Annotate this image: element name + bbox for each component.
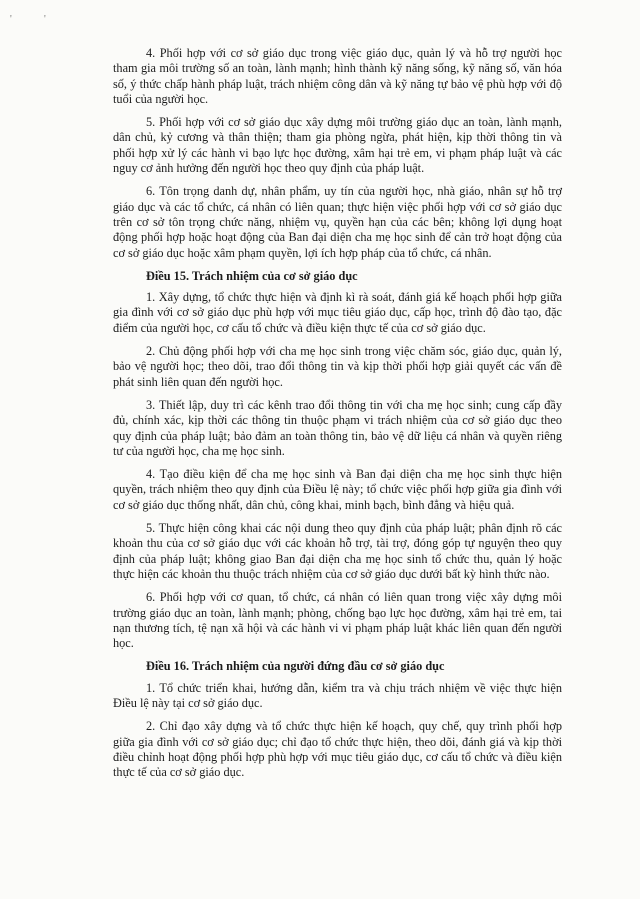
paragraph: 6. Tôn trọng danh dự, nhân phẩm, uy tín của người học, nhà giáo, nhân sự hỗ trợ giáo dục và các tổ chức, cá nhân có liên quan; thực hiện việc phối hợp với cơ sở giáo dục trên cơ sở tôn trọng chức năng, nhiệm vụ, quyền hạn của các bên; không lợi dụng hoạt động phối hợp hoặc hoạt động của Ban đại diện cha mẹ học sinh để cản trở hoạt động của cơ sở giáo dục hoặc xâm phạm quyền, lợi ích hợp pháp của tổ chức, cá nhân. <box>113 184 562 260</box>
article-16-heading: Điều 16. Trách nhiệm của người đứng đầu cơ sở giáo dục <box>146 659 445 674</box>
article-15-item: 6. Phối hợp với cơ quan, tổ chức, cá nhân có liên quan trong việc xây dựng môi trường giáo dục an toàn, lành mạnh; phòng, chống bạo lực học đường, xâm hại trẻ em, tai nạn thương tích, tệ nạn xã hội và các hành vi vi phạm pháp luật khác liên quan đến người học. <box>113 590 562 651</box>
article-15-item: 5. Thực hiện công khai các nội dung theo quy định của pháp luật; phân định rõ các khoản thu của cơ sở giáo dục với các khoản hỗ trợ, tài trợ, đóng góp tự nguyện theo quy định của pháp luật; không giao Ban đại diện cha mẹ học sinh tổ chức thu, quản lý hoặc thực hiện các khoản thu thuộc trách nhiệm của cơ sở giáo dục dưới bất kỳ hình thức nào. <box>113 521 562 581</box>
article-15-item: 4. Tạo điều kiện để cha mẹ học sinh và Ban đại diện cha mẹ học sinh thực hiện quyền, trách nhiệm theo quy định của Điều lệ này; tổ chức việc phối hợp giữa gia đình với cơ sở giáo dục thống nhất, dân chủ, công khai, minh bạch, bình đẳng và hiệu quả. <box>113 467 562 512</box>
article-15-heading: Điều 15. Trách nhiệm của cơ sở giáo dục <box>146 268 358 283</box>
paragraph: 5. Phối hợp với cơ sở giáo dục xây dựng môi trường giáo dục an toàn, lành mạnh, dân chủ, kỷ cương và thân thiện; tham gia phòng ngừa, phát hiện, kịp thời thông tin và phối hợp xử lý các hành vi bạo lực học đường, xâm hại trẻ em, vi phạm pháp luật và các nguy cơ ảnh hưởng đến người học theo quy định của pháp luật. <box>113 115 562 176</box>
margin-mark: ' <box>10 14 12 25</box>
margin-mark: ' <box>44 14 46 25</box>
article-15-item: 1. Xây dựng, tổ chức thực hiện và định kì rà soát, đánh giá kế hoạch phối hợp giữa gia đình với cơ sở giáo dục phù hợp với mục tiêu giáo dục, cấp học, trình độ đào tạo, đặc điểm của người học, cơ cấu tổ chức và điều kiện thực tế của cơ sở giáo dục. <box>113 290 562 335</box>
article-15-item: 3. Thiết lập, duy trì các kênh trao đổi thông tin với cha mẹ học sinh; cung cấp đầy đủ, chính xác, kịp thời các thông tin thuộc phạm vi trách nhiệm của cơ sở giáo dục theo quy định của pháp luật; bảo đảm an toàn thông tin, bảo vệ dữ liệu cá nhân và quyền riêng tư của người học, cha mẹ học sinh. <box>113 397 562 458</box>
article-16-item: 1. Tổ chức triển khai, hướng dẫn, kiểm tra và chịu trách nhiệm về việc thực hiện Điều lệ này tại cơ sở giáo dục. <box>113 680 562 710</box>
paragraph: 4. Phối hợp với cơ sở giáo dục trong việc giáo dục, quản lý và hỗ trợ người học tham gia môi trường số an toàn, lành mạnh; hình thành kỹ năng sống, kỹ năng số, văn hóa số, ý thức chấp hành pháp luật, trách nhiệm công dân và kỹ năng tự bảo vệ phù hợp với độ tuổi của người học. <box>113 46 562 106</box>
article-16-item: 2. Chỉ đạo xây dựng và tổ chức thực hiện kế hoạch, quy chế, quy trình phối hợp giữa gia đình với cơ sở giáo dục; chỉ đạo tổ chức thực hiện, theo dõi, đánh giá và kịp thời điều chỉnh hoạt động phối hợp phù hợp với mục tiêu giáo dục, cơ cấu tổ chức và điều kiện thực tế của cơ sở giáo dục. <box>113 719 562 780</box>
article-15-item: 2. Chủ động phối hợp với cha mẹ học sinh trong việc chăm sóc, giáo dục, quản lý, bảo vệ người học; theo dõi, trao đổi thông tin và kịp thời phối hợp giải quyết các vấn đề phát sinh liên quan đến người học. <box>113 344 562 389</box>
